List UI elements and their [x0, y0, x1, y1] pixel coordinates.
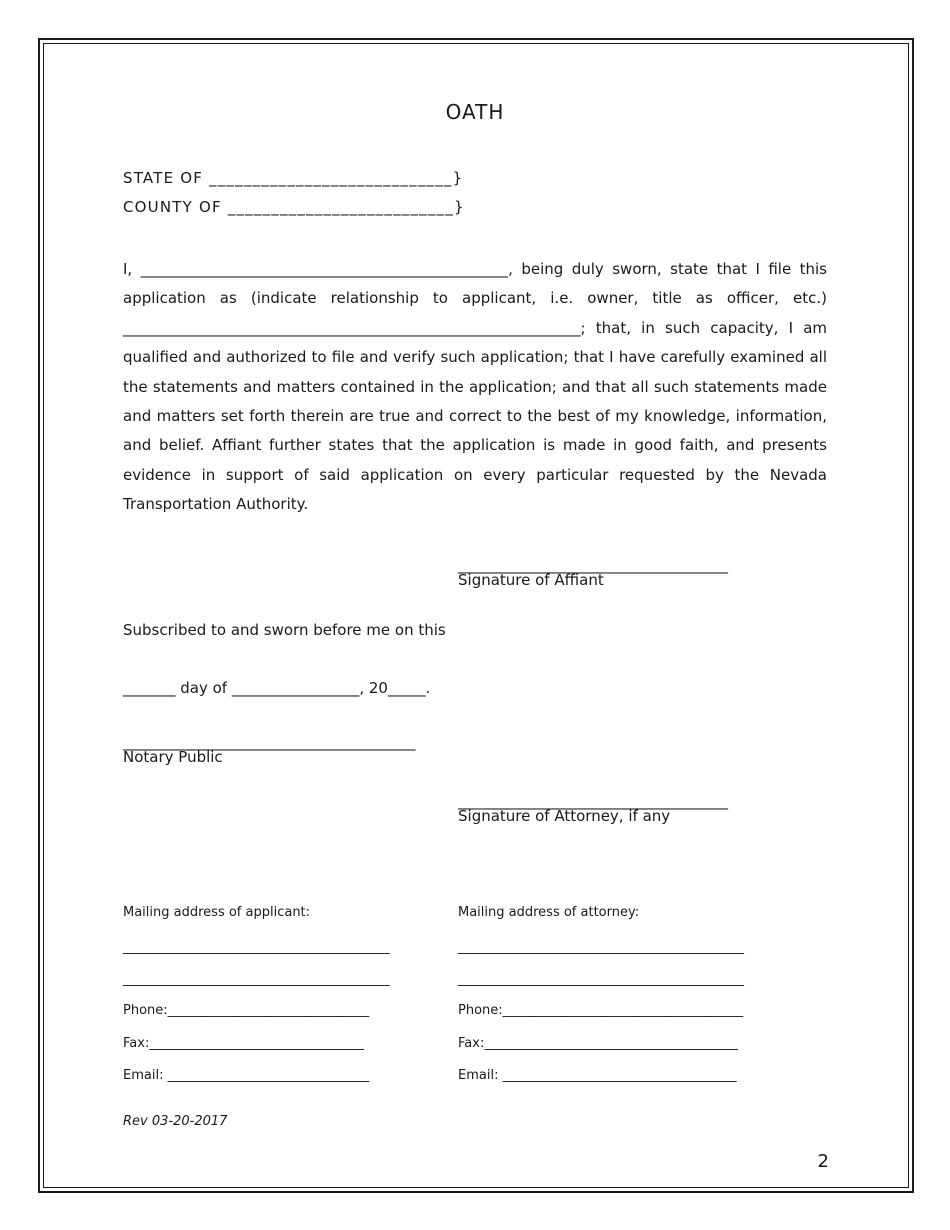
applicant-phone-field[interactable]: Phone:_______________________________	[123, 1003, 370, 1018]
attorney-signature-label: Signature of Attorney, if any	[458, 807, 671, 825]
attorney-address-label: Mailing address of attorney:	[458, 905, 640, 920]
state-field[interactable]: STATE OF ____________________________}	[123, 169, 464, 187]
notary-signature-label: Notary Public	[123, 748, 223, 766]
attorney-signature-line[interactable]: ____________________________________	[458, 792, 728, 810]
affiant-signature-label: Signature of Affiant	[458, 571, 604, 589]
applicant-address-label: Mailing address of applicant:	[123, 905, 311, 920]
attorney-fax-field[interactable]: Fax:_______________________________________	[458, 1036, 738, 1051]
revision-date: Rev 03-20-2017	[123, 1114, 228, 1129]
notary-intro: Subscribed to and sworn before me on this	[123, 621, 446, 639]
affiant-signature-line[interactable]: ____________________________________	[458, 556, 728, 574]
attorney-address-line-1[interactable]: ____________________________________________	[458, 940, 744, 955]
applicant-fax-field[interactable]: Fax:_________________________________	[123, 1036, 364, 1051]
notary-date-line[interactable]: _______ day of _________________, 20_____.	[123, 679, 431, 697]
attorney-address-line-2[interactable]: ____________________________________________	[458, 972, 744, 987]
applicant-email-field[interactable]: Email: _______________________________	[123, 1068, 370, 1083]
notary-signature-line[interactable]: _______________________________________	[123, 733, 416, 751]
attorney-email-field[interactable]: Email: ____________________________________	[458, 1068, 737, 1083]
oath-paragraph	[123, 255, 827, 520]
applicant-address-line-1[interactable]: _________________________________________	[123, 940, 390, 955]
page-title: OATH	[445, 100, 505, 124]
county-field[interactable]: COUNTY OF __________________________}	[123, 198, 465, 216]
page-number: 2	[817, 1151, 829, 1172]
applicant-address-line-2[interactable]: _________________________________________	[123, 972, 390, 987]
oath-paragraph-text: I, _________________________________________________, being duly sworn, state that I file this application as (indicate relationship to applicant, i.e. owner, title as officer, etc.) _____________________________________________________________; that, in such capacity, I am qualified and authorized to file and verify such application; that I have carefully examined all the statements and matters contained in the application; and that all such statements made and matters set forth therein are true and correct to the best of my knowledge, information, and belief. Affiant further states that the application is made in good faith, and presents evidence in support of said application on every particular requested by the Nevada Transportation Authority.	[123, 260, 827, 514]
attorney-phone-field[interactable]: Phone:_____________________________________	[458, 1003, 744, 1018]
